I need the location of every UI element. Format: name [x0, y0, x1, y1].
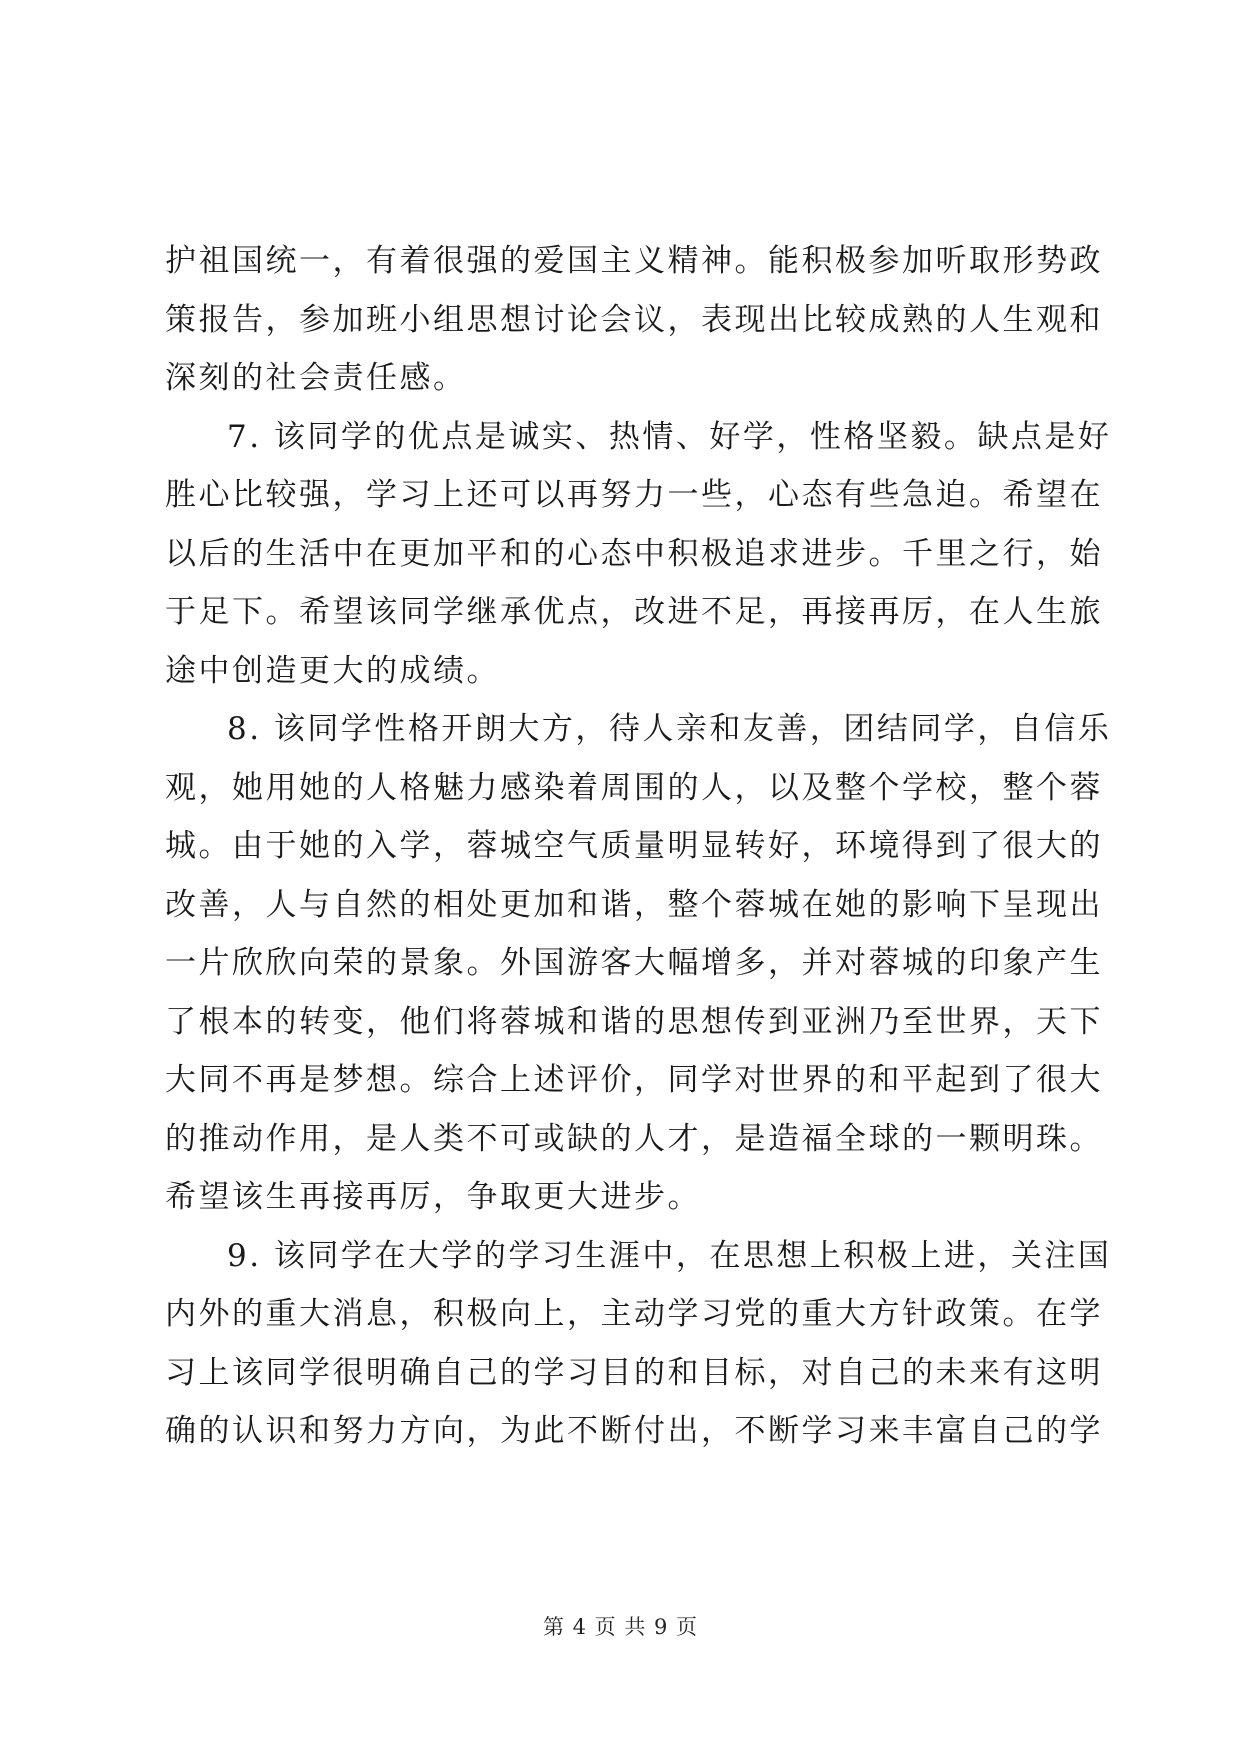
text-line: 确的认识和努力方向，为此不断付出，不断学习来丰富自己的学	[165, 1413, 1103, 1449]
text-line: 希望该生再接再厉，争取更大进步。	[165, 1179, 701, 1215]
text-line: 以后的生活中在更加平和的心态中积极追求进步。千里之行，始	[165, 535, 1103, 572]
text-line: 途中创造更大的成绩。	[165, 652, 500, 689]
paragraph-8-start: 8. 该同学性格开朗大方，待人亲和友善，团结同学，自信乐	[227, 711, 1112, 747]
text-line: 内外的重大消息，积极向上，主动学习党的重大方针政策。在学	[165, 1296, 1103, 1332]
document-body	[165, 232, 1112, 1461]
text-line: 一片欣欣向荣的景象。外国游客大幅增多，并对蓉城的印象产生	[165, 945, 1103, 981]
text-line: 大同不再是梦想。综合上述评价，同学对世界的和平起到了很大	[165, 1062, 1103, 1098]
text-line: 于足下。希望该同学继承优点，改进不足，再接再厉，在人生旅	[165, 594, 1103, 630]
text-line: 策报告，参加班小组思想讨论会议，表现出比较成熟的人生观和	[165, 301, 1103, 338]
text-line: 护祖国统一，有着很强的爱国主义精神。能积极参加听取形势政	[165, 243, 1103, 279]
text-line: 城。由于她的入学，蓉城空气质量明显转好，环境得到了很大的	[165, 828, 1103, 864]
text-line: 的推动作用，是人类不可或缺的人才，是造福全球的一颗明珠。	[165, 1120, 1103, 1157]
page-footer: 第 4 页 共 9 页	[542, 1615, 699, 1639]
text-line: 深刻的社会责任感。	[165, 360, 467, 396]
text-line: 胜心比较强，学习上还可以再努力一些，心态有些急迫。希望在	[165, 477, 1103, 513]
text-line: 观，她用她的人格魅力感染着周围的人，以及整个学校，整个蓉	[165, 769, 1103, 806]
text-line: 习上该同学很明确自己的学习目的和目标，对自己的未来有这明	[165, 1354, 1103, 1391]
paragraph-9-start: 9. 该同学在大学的学习生涯中，在思想上积极上进，关注国	[227, 1237, 1112, 1274]
text-line: 了根本的转变，他们将蓉城和谐的思想传到亚洲乃至世界，天下	[165, 1003, 1103, 1040]
text-line: 改善，人与自然的相处更加和谐，整个蓉城在她的影响下呈现出	[165, 886, 1103, 923]
paragraph-7-start: 7. 该同学的优点是诚实、热情、好学，性格坚毅。缺点是好	[227, 418, 1112, 455]
